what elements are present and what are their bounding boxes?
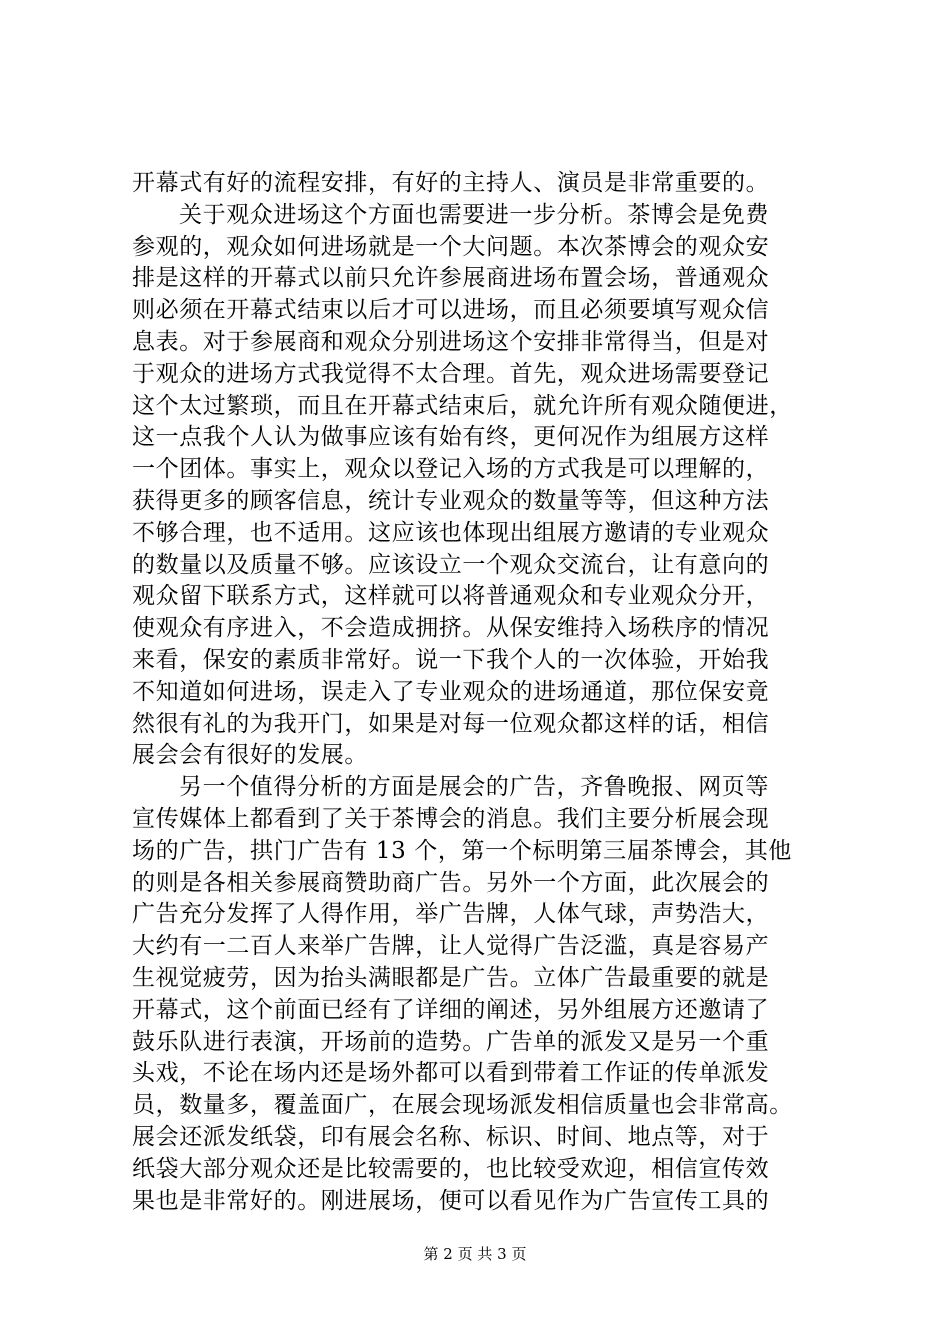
text-line: 员，数量多，覆盖面广，在展会现场派发相信质量也会非常高。 (132, 1092, 793, 1119)
text-line: 大约有一二百人来举广告牌，让人觉得广告泛滥，真是容易产 (132, 933, 770, 960)
text-line: 观众留下联系方式，这样就可以将普通观众和专业观众分开， (132, 583, 770, 610)
text-line: 鼓乐队进行表演，开场前的造势。广告单的派发又是另一个重 (132, 1028, 770, 1055)
text-line: 然很有礼的为我开门，如果是对每一位观众都这样的话，相信 (132, 710, 770, 737)
text-line: 场的广告，拱门广告有 13 个，第一个标明第三届茶博会，其他 (132, 837, 792, 864)
paragraph (132, 200, 832, 772)
text-line: 广告充分发挥了人得作用，举广告牌，人体气球，声势浩大， (132, 901, 770, 928)
text-line: 一个团体。事实上，观众以登记入场的方式我是可以理解的， (132, 456, 770, 483)
text-line: 展会还派发纸袋，印有展会名称、标识、时间、地点等，对于 (132, 1123, 770, 1150)
text-line: 的则是各相关参展商赞助商广告。另外一个方面，此次展会的 (132, 869, 770, 896)
text-line: 展会会有很好的发展。 (132, 742, 368, 769)
text-line: 不够合理，也不适用。这应该也体现出组展方邀请的专业观众 (132, 519, 770, 546)
page-number-footer: 第 2 页 共 3 页 (423, 1245, 527, 1263)
text-line: 使观众有序进入，不会造成拥挤。从保安维持入场秩序的情况 (132, 615, 770, 642)
text-line: 开幕式有好的流程安排，有好的主持人、演员是非常重要的。 (132, 170, 770, 196)
text-line: 排是这样的开幕式以前只允许参展商进场布置会场，普通观众 (132, 265, 770, 292)
text-line: 开幕式，这个前面已经有了详细的阐述，另外组展方还邀请了 (132, 996, 770, 1023)
text-line: 的数量以及质量不够。应该设立一个观众交流台，让有意向的 (132, 551, 770, 578)
paragraph (132, 168, 832, 200)
text-line: 这一点我个人认为做事应该有始有终，更何况作为组展方这样 (132, 424, 770, 451)
text-line: 果也是非常好的。刚进展场，便可以看见作为广告宣传工具的 (132, 1187, 770, 1214)
text-line: 宣传媒体上都看到了关于茶博会的消息。我们主要分析展会现 (132, 805, 770, 832)
text-line: 于观众的进场方式我觉得不太合理。首先，观众进场需要登记 (132, 360, 770, 387)
text-line: 则必须在开幕式结束以后才可以进场，而且必须要填写观众信 (132, 297, 770, 324)
paragraph (132, 772, 832, 1217)
text-line: 纸袋大部分观众还是比较需要的，也比较受欢迎，相信宣传效 (132, 1155, 770, 1182)
text-line: 头戏，不论在场内还是场外都可以看到带着工作证的传单派发 (132, 1060, 770, 1087)
text-line: 另一个值得分析的方面是展会的广告，齐鲁晚报、网页等 (179, 774, 769, 801)
text-line: 生视觉疲劳，因为抬头满眼都是广告。立体广告最重要的就是 (132, 964, 770, 991)
document-body (132, 168, 832, 1217)
text-line: 这个太过繁琐，而且在开幕式结束后，就允许所有观众随便进， (132, 392, 793, 419)
text-line: 不知道如何进场，误走入了专业观众的进场通道，那位保安竟 (132, 678, 770, 705)
text-line: 获得更多的顾客信息，统计专业观众的数量等等，但这种方法 (132, 487, 770, 514)
text-line: 关于观众进场这个方面也需要进一步分析。茶博会是免费 (179, 201, 769, 228)
text-line: 息表。对于参展商和观众分别进场这个安排非常得当，但是对 (132, 328, 770, 355)
text-line: 来看，保安的素质非常好。说一下我个人的一次体验，开始我 (132, 646, 770, 673)
text-line: 参观的，观众如何进场就是一个大问题。本次茶博会的观众安 (132, 233, 770, 260)
